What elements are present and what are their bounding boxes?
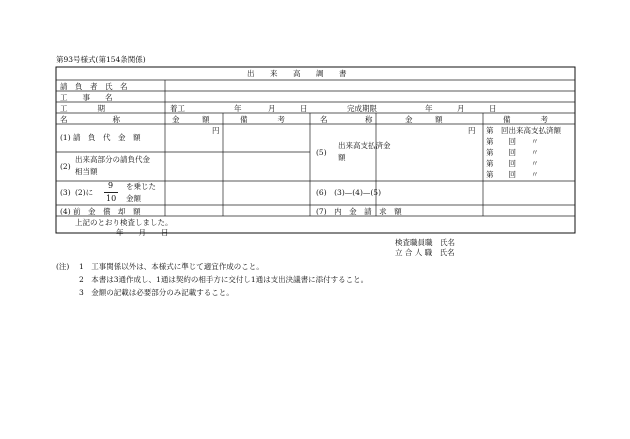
period-label: 工 期 <box>60 104 105 113</box>
paid-row: 第 回 〃 <box>486 137 539 146</box>
notes-label: (注) <box>56 262 70 271</box>
contractor-label: 請 負 者 氏 名 <box>60 82 128 91</box>
item3-suffix1: を乗じた <box>126 182 156 191</box>
completion-day: 日 <box>489 104 497 113</box>
witness-signature: 立 合 人 職 氏名 <box>395 248 455 257</box>
note-3: 3 金額の記載は必要部分のみ記載すること。 <box>79 288 234 297</box>
item2-number: (2) <box>60 162 71 171</box>
fraction-denominator: 10 <box>106 194 117 203</box>
start-month: 月 <box>268 104 276 113</box>
item3-prefix: (2)に <box>75 188 94 197</box>
start-day: 日 <box>300 104 308 113</box>
item2-line2: 相当額 <box>75 167 98 176</box>
fraction-bar <box>104 192 118 193</box>
inspector-signature: 検査職員職 氏名 <box>395 238 455 247</box>
note-1: 1 工事関係以外は、本様式に準じて適宜作成のこと。 <box>79 262 264 271</box>
item2-line1: 出来高部分の請負代金 <box>75 155 150 164</box>
item5-number: (5) <box>316 148 327 157</box>
work-name-label: 工 事 名 <box>60 93 113 102</box>
inspection-date: 年 月 日 <box>116 228 169 237</box>
start-label: 着工 <box>170 104 185 113</box>
right-note-header: 備 考 <box>503 115 548 124</box>
paid-header: 第 回出来高支払済額 <box>486 126 561 135</box>
right-amount-header: 金 額 <box>405 115 443 124</box>
left-amount-header: 金 額 <box>172 115 210 124</box>
completion-year: 年 <box>425 104 433 113</box>
completion-label: 完成期限 <box>347 104 377 113</box>
item5-line1: 出来高支払済金 <box>338 141 391 150</box>
inspection-statement: 上記のとおり検査しました。 <box>75 218 173 227</box>
fraction-numerator: 9 <box>108 181 114 190</box>
paid-row: 第 回 〃 <box>486 170 539 179</box>
form-number: 第93号様式(第154条関係) <box>56 55 146 64</box>
item6-formula: (6) (3)—(4)—(5) <box>316 188 381 197</box>
yen-unit-right: 円 <box>468 126 476 135</box>
item-contract-amount: (1) 請 負 代 金 額 <box>60 133 141 142</box>
completion-month: 月 <box>457 104 465 113</box>
item3-suffix2: 金額 <box>126 194 141 203</box>
item5-line2: 額 <box>338 153 346 162</box>
left-name-header: 名 称 <box>60 115 120 124</box>
item-advance-amortization: (4) 前 金 償 却 額 <box>60 207 141 216</box>
item3-number: (3) <box>60 188 71 197</box>
paid-row: 第 回 〃 <box>486 159 539 168</box>
yen-unit-left: 円 <box>212 126 220 135</box>
note-2: 2 本書は3通作成し、1通は契約の相手方に交付し1通は支出決議書に添付すること。 <box>79 275 369 284</box>
left-note-header: 備 考 <box>240 115 285 124</box>
right-name-header: 名 称 <box>320 115 373 124</box>
paid-row: 第 回 〃 <box>486 148 539 157</box>
start-year: 年 <box>234 104 242 113</box>
item7-advance-request: (7) 内 金 請 求 額 <box>316 207 402 216</box>
document-title: 出 来 高 調 書 <box>247 69 351 78</box>
